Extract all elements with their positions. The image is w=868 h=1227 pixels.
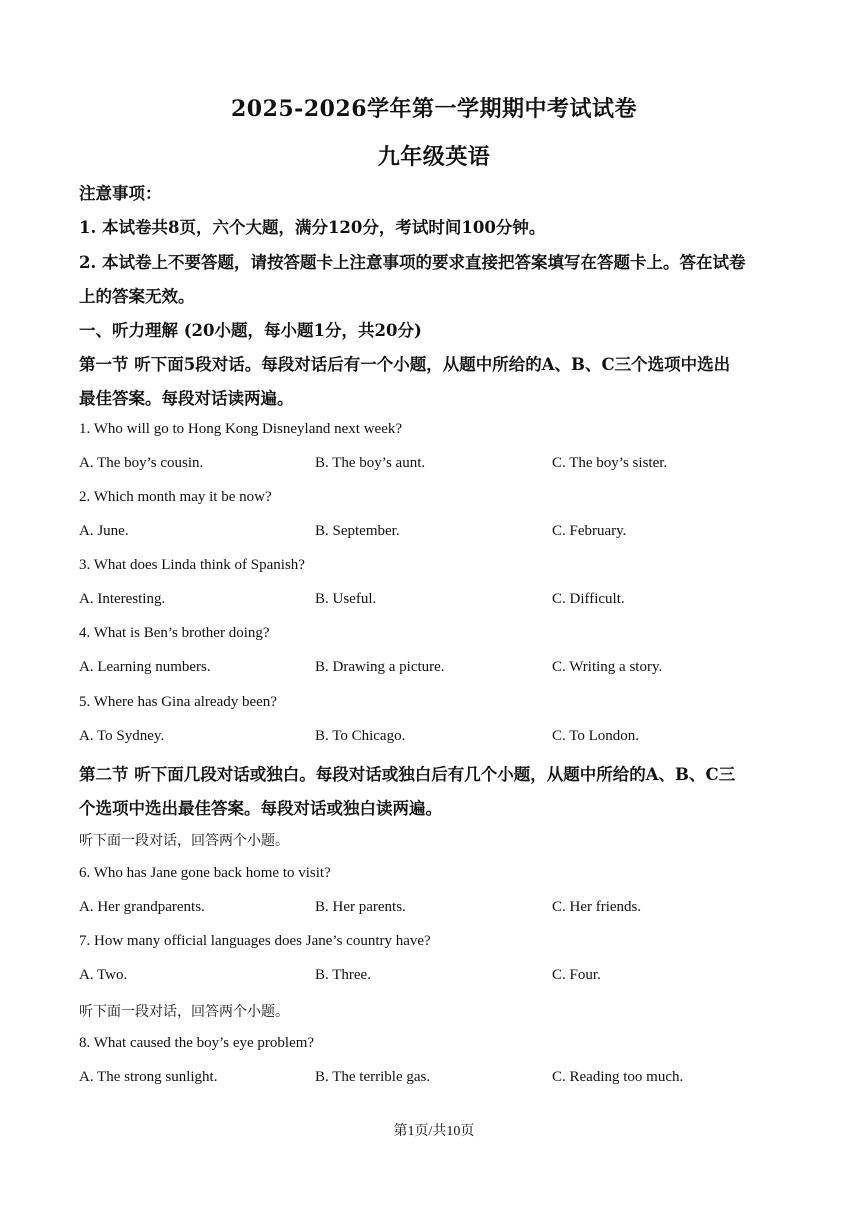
option-c: C. Reading too much. [552,1069,684,1085]
question-stem: 7. How many official languages does Jane’s country have? [79,933,431,949]
option-b: B. The boy’s aunt. [315,455,426,471]
option-b: B. To Chicago. [315,728,406,744]
section-2-instruction-line-1: 第二节 听下面几段对话或独白。每段对话或独白后有几个小题，从题中所给的A、B、C三 [79,765,736,784]
section-1-instruction-line-1: 第一节 听下面5段对话。每段对话后有一个小题，从题中所给的A、B、C三个选项中选出 [79,355,731,374]
option-a: A. The strong sunlight. [79,1069,218,1085]
option-a: A. Her grandparents. [79,899,205,915]
option-a: A. June. [79,523,129,539]
option-c: C. The boy’s sister. [552,455,668,471]
option-c: C. Her friends. [552,899,642,915]
question-stem: 3. What does Linda think of Spanish? [79,557,305,573]
question-stem: 1. Who will go to Hong Kong Disneyland next week? [79,421,403,437]
question-stem: 4. What is Ben’s brother doing? [79,625,270,641]
question-stem: 6. Who has Jane gone back home to visit? [79,865,331,881]
question-stem: 2. Which month may it be now? [79,489,272,505]
notice-item-1: 1. 本试卷共8页，六个大题，满分120分，考试时间100分钟。 [79,218,546,237]
question-stem: 8. What caused the boy’s eye problem? [79,1035,315,1051]
notice-item-2-line-2: 上的答案无效。 [79,287,195,306]
exam-subtitle: 九年级英语 [377,144,491,170]
option-a: A. The boy’s cousin. [79,455,204,471]
option-b: B. The terrible gas. [315,1069,431,1085]
section-2-instruction-line-2: 个选项中选出最佳答案。每段对话或独白读两遍。 [79,799,442,818]
option-b: B. Her parents. [315,899,406,915]
option-c: C. To London. [552,728,640,744]
exam-title: 2025-2026学年第一学期期中考试试卷 [230,96,638,122]
option-c: C. Difficult. [552,591,625,607]
part-1-heading: 一、听力理解 (20小题，每小题1分，共20分) [79,321,422,340]
option-c: C. Four. [552,967,601,983]
option-a: A. To Sydney. [79,728,165,744]
option-c: C. Writing a story. [552,659,663,675]
option-b: B. Drawing a picture. [315,659,445,675]
question-stem: 5. Where has Gina already been? [79,694,277,710]
option-c: C. February. [552,523,627,539]
option-b: B. Three. [315,967,371,983]
option-b: B. September. [315,523,400,539]
option-b: B. Useful. [315,591,377,607]
option-a: A. Interesting. [79,591,166,607]
page-number: 第1页/共10页 [393,1124,475,1139]
listening-instruction: 听下面一段对话，回答两个小题。 [79,1004,289,1020]
option-a: A. Two. [79,967,128,983]
option-a: A. Learning numbers. [79,659,211,675]
section-1-instruction-line-2: 最佳答案。每段对话读两遍。 [79,389,294,408]
listening-instruction: 听下面一段对话，回答两个小题。 [79,833,289,849]
notice-heading: 注意事项： [79,184,162,203]
notice-item-2-line-1: 2. 本试卷上不要答题，请按答题卡上注意事项的要求直接把答案填写在答题卡上。答在试卷 [79,253,746,272]
